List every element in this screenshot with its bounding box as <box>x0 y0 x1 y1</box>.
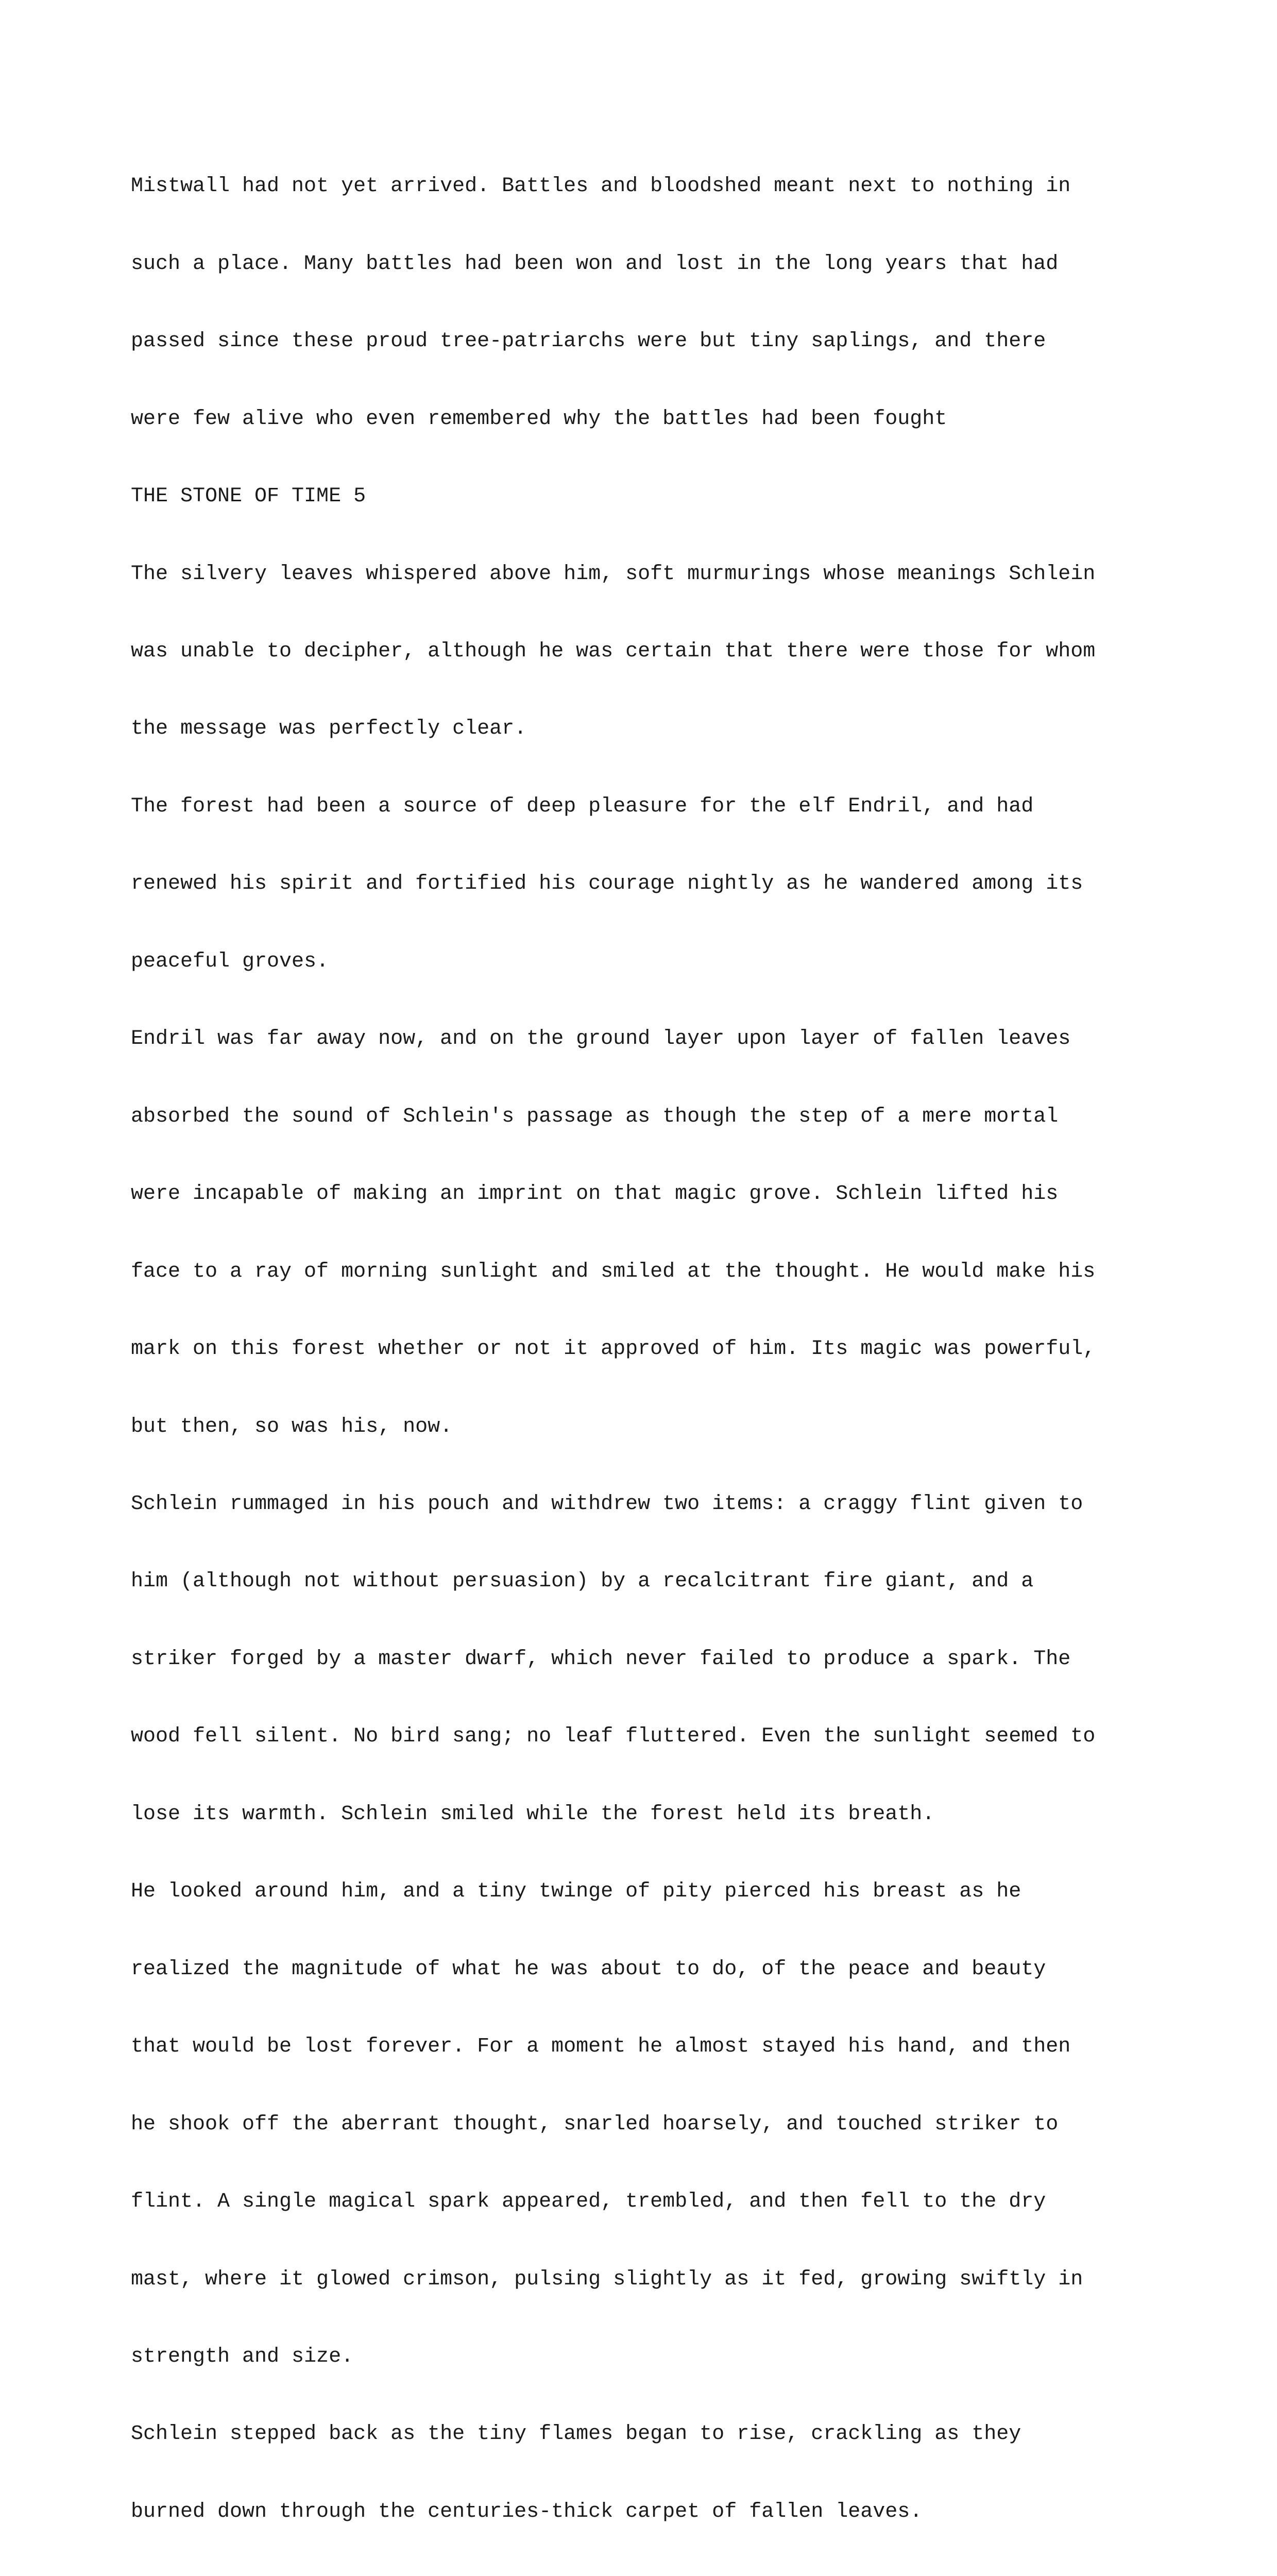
text-line: The silvery leaves whispered above him, soft murmurings whose meanings Schlein <box>131 562 1096 586</box>
text-line: Schlein stepped back as the tiny flames began to rise, crackling as they <box>131 2422 1021 2446</box>
text-line: him (although not without persuasion) by a recalcitrant fire giant, and a <box>131 1570 1034 1594</box>
text-line: face to a ray of morning sunlight and smiled at the thought. He would make his <box>131 1260 1096 1283</box>
text-line: wood fell silent. No bird sang; no leaf fluttered. Even the sunlight seemed to <box>131 1725 1096 1749</box>
text-line: strength and size. <box>131 2345 354 2368</box>
text-line: realized the magnitude of what he was about to do, of the peace and beauty <box>131 1957 1046 1981</box>
text-line: mast, where it glowed crimson, pulsing slightly as it fed, growing swiftly in <box>131 2267 1083 2291</box>
text-line: that would be lost forever. For a moment he almost stayed his hand, and then <box>131 2035 1071 2059</box>
text-line: Mistwall had not yet arrived. Battles and bloodshed meant next to nothing in <box>131 175 1071 198</box>
text-line: lose its warmth. Schlein smiled while the forest held its breath. <box>131 1802 935 1826</box>
text-line: peaceful groves. <box>131 950 329 973</box>
text-line: striker forged by a master dwarf, which never failed to produce a spark. The <box>131 1647 1071 1671</box>
text-line: he shook off the aberrant thought, snarled hoarsely, and touched striker to <box>131 2112 1059 2136</box>
text-line: He looked around him, and a tiny twinge of pity pierced his breast as he <box>131 1880 1021 1904</box>
text-line: such a place. Many battles had been won and lost in the long years that had <box>131 252 1059 276</box>
text-line: mark on this forest whether or not it approved of him. Its magic was powerful, <box>131 1337 1096 1361</box>
running-header: THE STONE OF TIME 5 <box>131 485 366 509</box>
text-line: The forest had been a source of deep pleasure for the elf Endril, and had <box>131 794 1034 818</box>
text-line: were few alive who even remembered why the battles had been fought <box>131 407 947 431</box>
text-line: Endril was far away now, and on the ground layer upon layer of fallen leaves <box>131 1027 1071 1051</box>
text-line: absorbed the sound of Schlein's passage as though the step of a mere mortal <box>131 1105 1059 1128</box>
text-line: were incapable of making an imprint on that magic grove. Schlein lifted his <box>131 1182 1059 1206</box>
text-line: was unable to decipher, although he was certain that there were those for whom <box>131 640 1096 664</box>
text-line: Schlein rummaged in his pouch and withdrew two items: a craggy flint given to <box>131 1493 1083 1516</box>
text-line: burned down through the centuries-thick carpet of fallen leaves. <box>131 2500 923 2523</box>
text-line: passed since these proud tree-patriarchs were but tiny saplings, and there <box>131 330 1046 353</box>
text-line: but then, so was his, now. <box>131 1415 453 1438</box>
text-line: the message was perfectly clear. <box>131 717 527 741</box>
text-line: renewed his spirit and fortified his courage nightly as he wandered among its <box>131 872 1083 896</box>
body-text <box>131 122 1274 2576</box>
text-line: flint. A single magical spark appeared, trembled, and then fell to the dry <box>131 2190 1046 2214</box>
